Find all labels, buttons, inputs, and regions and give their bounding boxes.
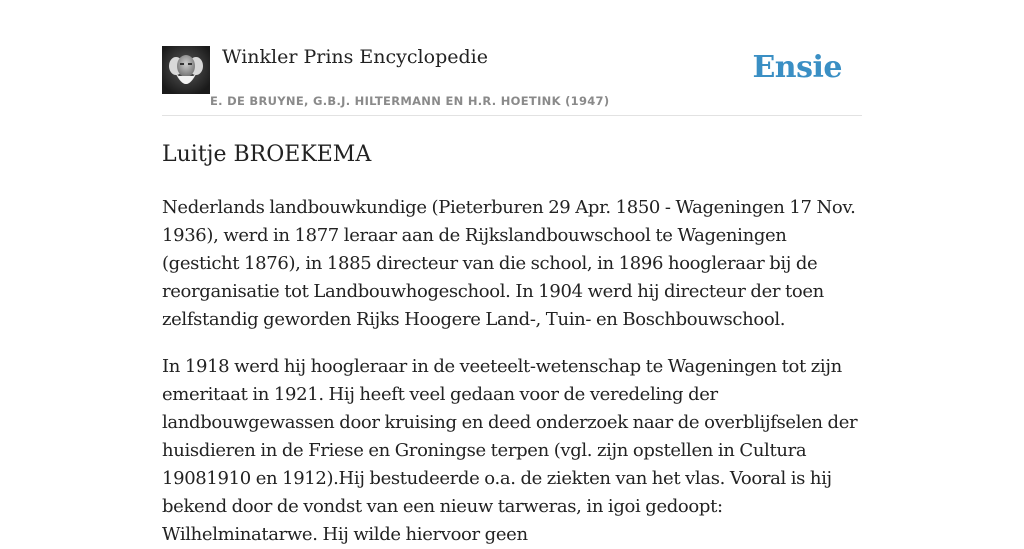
ensie-logo[interactable]: Ensie: [752, 50, 842, 85]
portrait-icon: [162, 46, 210, 94]
article-paragraph: In 1918 werd hij hoogleraar in de veeteelt-wetenschap te Wageningen tot zijn emeritaat in 1921. Hij heeft veel gedaan voor de veredeling der landbouwgewassen door kruising en deed onderzoek naar de overblijfselen der huisdieren in de Friese en Groningse terpen (vgl. zijn opstellen in Cultura 19081910 en 1912).Hij bestudeerde o.a. de ziekten van het vlas. Vooral is hij bekend door de vondst van een nieuw tarweras, in igoi gedoopt: Wilhelminatarwe. Hij wilde hiervoor geen: [162, 356, 858, 545]
article-title: Luitje BROEKEMA: [162, 142, 372, 167]
article-paragraph: Nederlands landbouwkundige (Pieterburen 29 Apr. 1850 - Wageningen 17 Nov. 1936), werd in 1877 leraar aan de Rijkslandbouwschool te Wageningen (gesticht 1876), in 1885 directeur van die school, in 1896 hoogleraar bij de reorganisatie tot Landbouwhogeschool. In 1904 werd hij directeur der toen zelfstandig geworden Rijks Hoogere Land-, Tuin- en Boschbouwschool.: [162, 197, 856, 330]
author-avatar: [162, 46, 210, 94]
source-title[interactable]: Winkler Prins Encyclopedie: [222, 46, 488, 68]
content-column: [162, 0, 862, 549]
source-header: [162, 0, 862, 116]
source-authors: E. DE BRUYNE, G.B.J. HILTERMANN EN H.R. HOETINK (1947): [210, 94, 610, 108]
